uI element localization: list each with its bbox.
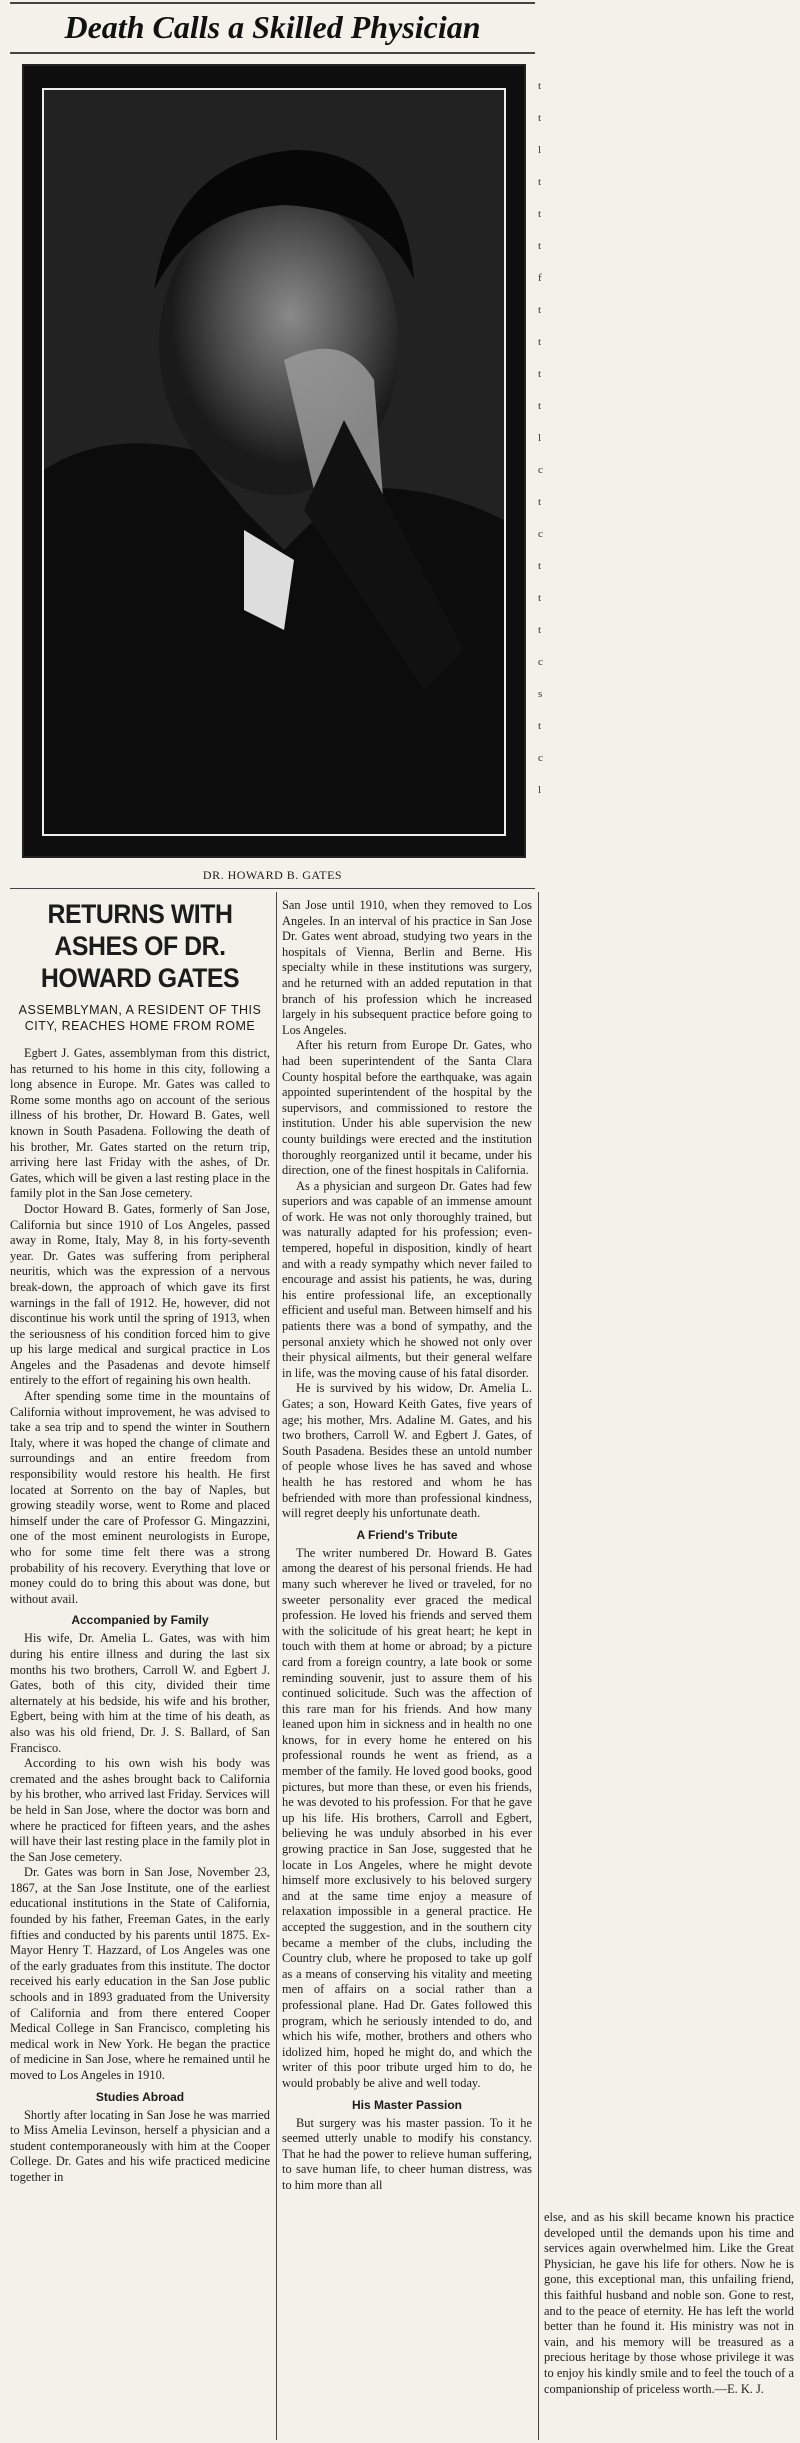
- column-2-text: [282, 898, 532, 1522]
- column-rule-1: [276, 892, 277, 2440]
- subhead-accompanied: Accompanied by Family: [71, 1613, 209, 1628]
- subhead-tribute: A Friend's Tribute: [356, 1527, 458, 1542]
- portrait-photo-frame: [22, 64, 526, 858]
- caption-rule: [10, 888, 535, 889]
- subhead-master-passion: His Master Passion: [351, 2097, 463, 2112]
- column-1-text-c: [10, 2108, 270, 2186]
- paragraph: As a physician and surgeon Dr. Gates had few superiors and was capable of an immense amount of work. He was not only thoroughly trained, but was naturally adapted for his profession; even-tempered, hopeful in disposition, kindly of heart and with a ready sympathy which never failed to encourage and assist his patients, he was, during his entire professional life, an exceptionally efficient and useful man. Between himself and his patients there was a bond of sympathy, and the personal anxiety which he showed not only over their physical ailments, but their general welfare in life, was the moving cause of his fatal disorder.: [282, 1178, 532, 1380]
- paragraph: San Jose until 1910, when they removed to Los Angeles. In an interval of his practice in San Jose Dr. Gates went abroad, studying two years in the hospitals of Vienna, Berlin and Berne. His specialty while in these institutions was surgery, and he returned with an added reputation in that branch of his profession which he increased largely in his subsequent practice before going to Los Angeles.: [282, 898, 532, 1037]
- paragraph: Dr. Gates was born in San Jose, November 23, 1867, at the San Jose Institute, one of the earliest educational institutions in the State of California, founded by his father, Freeman Gates, in the early fifties and conducted by his parents until 1875. Ex-Mayor Henry T. Hazzard, of Los Angeles was one of the early graduates from this institute. The doctor received his early education in the San Jose public schools and in 1893 graduated from the University of California and from there entered Cooper Medical College in San Francisco, completing his medical work in New York. He began the practice of medicine in San Jose, where he remained until he moved to Los Angeles in 1910.: [10, 1865, 270, 2082]
- column-3-text: [544, 2210, 794, 2397]
- article-column-1: [10, 898, 270, 2186]
- paragraph: After spending some time in the mountains of California without improvement, he was advised to take a sea trip and to spend the winter in Southern Italy, where it was hoped the change of climate and surroundings and an entire freedom from responsibility would restore his health. He first located at Sorrento on the bay of Naples, but growing steadily worse, went to Rome and placed himself under the care of Professor G. Mingazzini, one of the most eminent neurologists in Europe, who for some time felt there was a strong probability of his recovery. Everything that love or money could do to bring this about was done, but without avail.: [10, 1389, 270, 1606]
- column-1-text: [10, 1046, 270, 1607]
- banner-rule: [10, 52, 535, 54]
- paragraph: But surgery was his master passion. To it he seemed utterly unable to modify his constancy. That he had the power to relieve human suffering, to save human life, to cheer human distress, was to him more than all: [282, 2115, 532, 2192]
- paragraph: Egbert J. Gates, assemblyman from this district, has returned to his home in this city, following a long absence in Europe. Mr. Gates was called to Rome some months ago on account of the serious illness of his brother, Dr. Howard B. Gates, well known in South Pasadena. Following the death of his brother, Mr. Gates started on the return trip, arriving here last Friday with the ashes, of Dr. Gates, which will be given a last resting place in the family plot in the San Jose cemetery.: [10, 1046, 270, 1201]
- article-column-2: [282, 898, 532, 2194]
- article-column-3: [544, 2210, 794, 2397]
- paragraph: His wife, Dr. Amelia L. Gates, was with him during his entire illness and during the last six months his two brothers, Carroll W. and Egbert J. Gates, both of this city, divided their time alternately at his bedside, his wife and his brother, Egbert, being with him at the time of his death, as also was his old friend, Dr. J. S. Ballard, of San Francisco.: [10, 1631, 270, 1755]
- article-subheadline: ASSEMBLYMAN, A RESIDENT OF THIS CITY, REACHES HOME FROM ROME: [18, 1003, 262, 1033]
- paragraph: He is survived by his widow, Dr. Amelia L. Gates; a son, Howard Keith Gates, five years of age; his mother, Mrs. Adaline M. Gates, and his two brothers, Carroll W. and Egbert J. Gates, of South Pasadena. Besides these an untold number of people whose lives he has saved and whose health he has restored and whom he has befriended with more than professional kindness, will regret deeply his unfortunate death.: [282, 1381, 532, 1521]
- paragraph: else, and as his skill became known his practice developed until the demands upon his time and services again overwhelmed him. Like the Great Physician, he gave his life for others. Now he is gone, this exceptional man, this unfailing friend, this faithful husband and noble son. Gone to rest, and to the peace of eternity. He has left the world better than he found it. His ministry was not in vain, and his memory will be treasured as a precious heritage by those whose privilege it was to enjoy his kindly smile and to feel the touch of a companionship of priceless worth.—E. K. J.: [544, 2210, 794, 2396]
- column-rule-2: [538, 892, 539, 2440]
- portrait-photo: [42, 88, 506, 836]
- banner-headline: Death Calls a Skilled Physician: [64, 8, 481, 45]
- paragraph: The writer numbered Dr. Howard B. Gates among the dearest of his personal friends. He had many such wherever he lived or traveled, for no sweeter personality ever graced the medical profession. He loved his friends and served them with the solicitude of his great heart; he kept in touch with them at home or abroad; by a picture card from a foreign country, a late book or some reminding souvenir, just to assure them of his continued solicitude. Such was the affection of this rare man for his friends. And how many leaned upon him in sickness and in health no one knows, for in every home he entered on his professional rounds he went as friend, as a member of the family. He loved good books, good pictures, but more than these, or even his friends, he was devoted to his profession. For that he gave up his life. His brothers, Carroll and Egbert, believing he was unduly absorbed in his ever growing practice in San Jose, suggested that he locate in Los Angeles, where he might devote himself more exclusively to his beloved surgery and at the same time enjoy a measure of relaxation impossible in a general practice. He accepted the suggestion, and in the southern city became a member of the clubs, including the Country club, where he proposed to take up golf as a means of conserving his vitality and meeting men of affairs on a social rather than a professional plane. Had Dr. Gates followed this program, which he seriously intended to do, and which his wife, mother, brothers and others who idolized him, hoped he might do, and which the writer of this poor tribute urged him to do, he would probably be alive and well today.: [282, 1545, 532, 2090]
- paragraph: According to his own wish his body was cremated and the ashes brought back to California by his brother, who arrived last Friday. Services will be held in San Jose, where the doctor was born and where he practiced for fifteen years, and the ashes will have their last resting place in the family plot in the San Jose cemetery.: [10, 1756, 270, 1864]
- portrait-silhouette: [44, 90, 504, 834]
- paragraph: Doctor Howard B. Gates, formerly of San Jose, California but since 1910 of Los Angeles, passed away in Rome, Italy, May 8, in his forty-seventh year. Dr. Gates was suffering from peripheral neuritis, which was the expression of a nervous break-down, the approach of which gave its first warnings in the fall of 1912. He, however, did not discontinue his work until the spring of 1913, when the seriousness of his condition forced him to give up his large medical and surgical practice in Los Angeles and the Pasadenas and devote himself entirely to the effort of regaining his own health.: [10, 1201, 270, 1388]
- article-headline: RETURNS WITH ASHES OF DR. HOWARD GATES: [40, 899, 240, 993]
- column-2-text-c: [282, 2116, 532, 2194]
- paragraph: Shortly after locating in San Jose he was married to Miss Amelia Levinson, herself a physician and a student contemporaneously with him at the Cooper College. Dr. Gates and his wife practiced medicine together in: [10, 2107, 270, 2184]
- photo-caption: DR. HOWARD B. GATES: [202, 868, 343, 882]
- column-1-text-b: [10, 1631, 270, 2083]
- subhead-studies: Studies Abroad: [95, 2089, 185, 2104]
- adjacent-column-edge: t t l t t t f t t t t l c t c t t t c s t c l: [538, 80, 543, 796]
- column-2-text-b: [282, 1546, 532, 2092]
- paragraph: After his return from Europe Dr. Gates, who had been superintendent of the Santa Clara County hospital before the earthquake, was again appointed superintendent of the hospital by the supervisors, and commissioned to restore the institution. Under his able supervision the new county buildings were erected and the institution thoroughly reorganized until it became, under his direction, one of the finest hospitals in California.: [282, 1038, 532, 1178]
